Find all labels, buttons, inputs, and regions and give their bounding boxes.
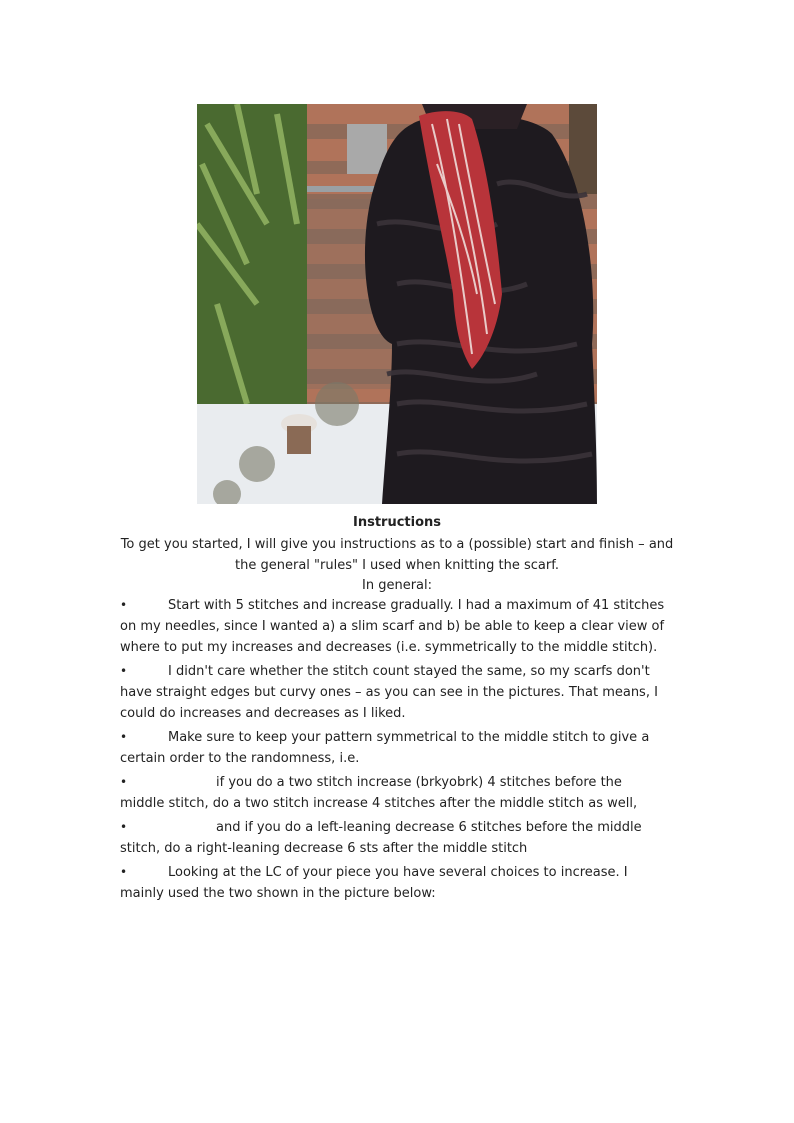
- list-item: [120, 817, 665, 859]
- heading-instructions: Instructions: [352, 515, 441, 530]
- bullet-icon: •: [120, 730, 128, 744]
- instruction-list: [120, 595, 665, 907]
- list-item: [120, 772, 665, 814]
- bullet-icon: •: [120, 820, 128, 834]
- list-item-text: and if you do a left-leaning decrease 6 stitches before the middle stitch, do a right-leaning decrease 6 sts after the middle stitch: [120, 820, 642, 856]
- list-item: [120, 595, 665, 658]
- list-item: [120, 727, 665, 769]
- bullet-icon: •: [120, 664, 128, 678]
- intro-paragraph: To get you started, I will give you instructions as to a (possible) start and finish – and the general "rules" I used when knitting the scarf.: [120, 537, 674, 573]
- list-item-text: Make sure to keep your pattern symmetrical to the middle stitch to give a certain order to the randomness, i.e.: [120, 730, 650, 766]
- photo-woman-coat-scarf: [197, 104, 597, 504]
- list-item-text: I didn't care whether the stitch count stayed the same, so my scarfs don't have straight edges but curvy ones – as you can see in the pictures. That means, I could do increases and decreases as I liked.: [120, 664, 658, 721]
- list-item: [120, 862, 665, 904]
- list-item-text: if you do a two stitch increase (brkyobrk) 4 stitches before the middle stitch, do a two stitch increase 4 stitches after the middle stitch as well,: [120, 775, 638, 811]
- list-item: [120, 661, 665, 724]
- list-item-text: Start with 5 stitches and increase gradually. I had a maximum of 41 stitches on my needles, since I wanted a) a slim scarf and b) be able to keep a clear view of where to put my increases and decreases (i.e. symmetrically to the middle stitch).: [120, 598, 665, 655]
- bullet-icon: •: [120, 865, 128, 879]
- bullet-icon: •: [120, 598, 128, 612]
- bullet-icon: •: [120, 775, 128, 789]
- list-item-text: Looking at the LC of your piece you have several choices to increase. I mainly used the two shown in the picture below:: [120, 865, 628, 901]
- subheading-general: In general:: [362, 578, 432, 593]
